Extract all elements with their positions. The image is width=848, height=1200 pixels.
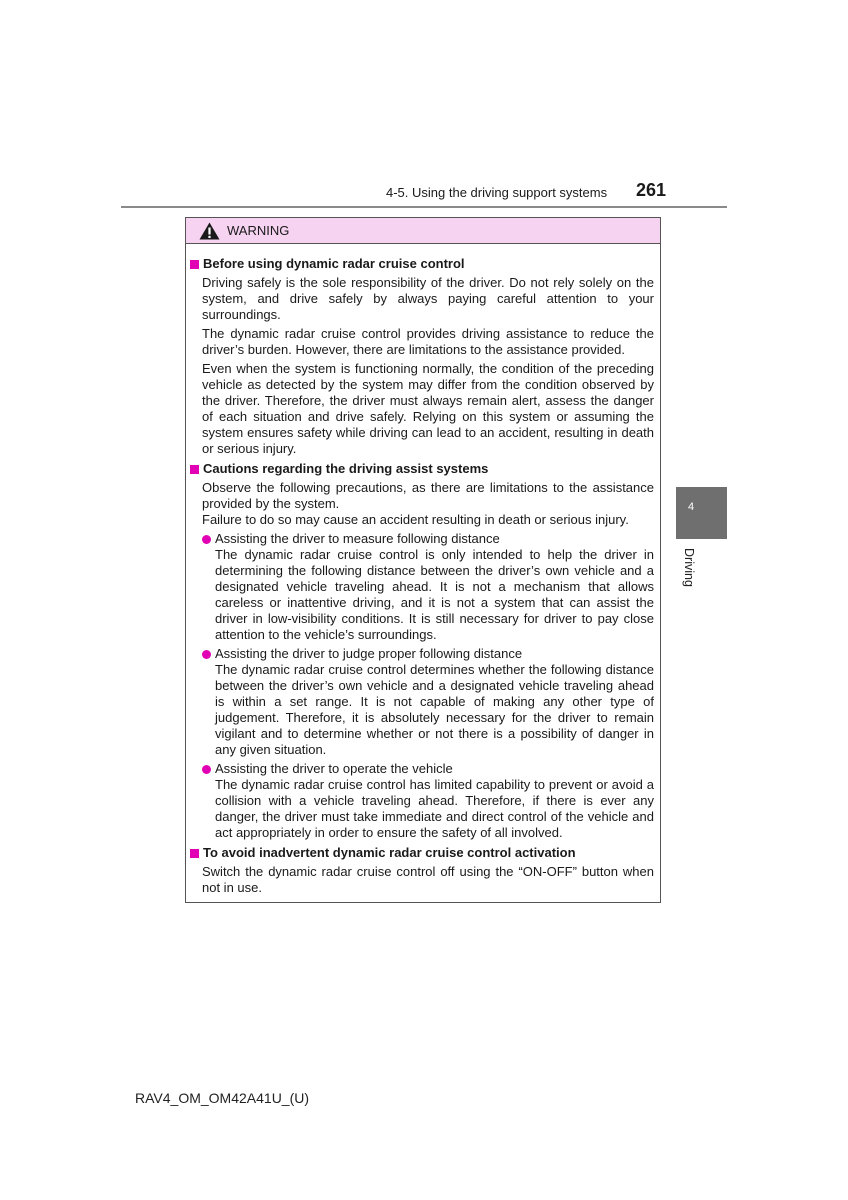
chapter-tab[interactable] <box>676 487 727 539</box>
list-item <box>202 761 654 841</box>
bullet-title: Assisting the driver to judge proper following distance <box>215 646 523 661</box>
square-bullet-icon <box>190 849 199 858</box>
bullet-text: The dynamic radar cruise control has limited capability to prevent or avoid a collision with a vehicle traveling ahead. Therefore, if there is ever any danger, the driver must take immediate and direct control of the vehicle and act appropriately in order to ensure the safety of all involved. <box>215 777 654 840</box>
section-heading: Cautions regarding the driving assist systems <box>190 461 654 477</box>
section-title: 4-5. Using the driving support systems <box>386 185 608 200</box>
paragraph: Driving safely is the sole responsibility of the driver. Do not rely solely on the system, and drive safely by always paying careful attention to your surroundings. <box>202 275 654 322</box>
header-divider <box>121 206 727 208</box>
bullet-text: The dynamic radar cruise control determines whether the following distance between the driver’s own vehicle and a designated vehicle traveling ahead is within a set range. It is not capable of making any other type of judgement. Therefore, it is absolutely necessary for the driver to remain vigilant and to determine whether or not there is a possibility of danger in any given situation. <box>215 662 654 757</box>
square-bullet-icon <box>190 465 199 474</box>
warning-header <box>186 218 660 244</box>
warning-box <box>185 217 661 903</box>
paragraph: The dynamic radar cruise control provides driving assistance to reduce the driver’s burden. However, there are limitations to the assistance provided. <box>202 326 654 357</box>
circle-bullet-icon <box>202 535 211 544</box>
chapter-label: Driving <box>682 548 696 587</box>
circle-bullet-icon <box>202 650 211 659</box>
section-heading: Before using dynamic radar cruise control <box>190 256 654 272</box>
paragraph: Even when the system is functioning normally, the condition of the preceding vehicle as detected by the system may differ from the condition observed by the driver. Therefore, the driver must always remain alert, assess the danger of each situation and drive safely. Relying on this system or assuming the system ensures safety while driving can lead to an accident, resulting in death or serious injury. <box>202 361 654 456</box>
circle-bullet-icon <box>202 765 211 774</box>
bullet-title: Assisting the driver to measure following distance <box>215 531 500 546</box>
document-code: RAV4_OM_OM42A41U_(U) <box>135 1090 310 1106</box>
bullet-title: Assisting the driver to operate the vehicle <box>215 761 453 776</box>
section-heading: To avoid inadvertent dynamic radar cruise control activation <box>190 845 654 861</box>
paragraph: Observe the following precautions, as there are limitations to the assistance provided by the system. Failure to do so may cause an accident resulting in death or serious injury. <box>202 480 654 527</box>
chapter-number: 4 <box>687 501 695 513</box>
paragraph: Switch the dynamic radar cruise control off using the “ON-OFF” button when not in use. <box>202 864 654 895</box>
bullet-text: The dynamic radar cruise control is only intended to help the driver in determining the following distance between the driver’s own vehicle and a designated vehicle traveling ahead. It is not a mechanism that allows careless or inattentive driving, and it is not a system that can assist the driver in low-visibility conditions. It is still necessary for driver to pay close attention to the vehicle’s surroundings. <box>215 547 654 642</box>
list-item <box>202 646 654 758</box>
square-bullet-icon <box>190 260 199 269</box>
warning-triangle-icon <box>199 222 220 240</box>
warning-title: WARNING <box>227 223 290 238</box>
page-number: 261 <box>636 180 667 200</box>
list-item <box>202 531 654 643</box>
